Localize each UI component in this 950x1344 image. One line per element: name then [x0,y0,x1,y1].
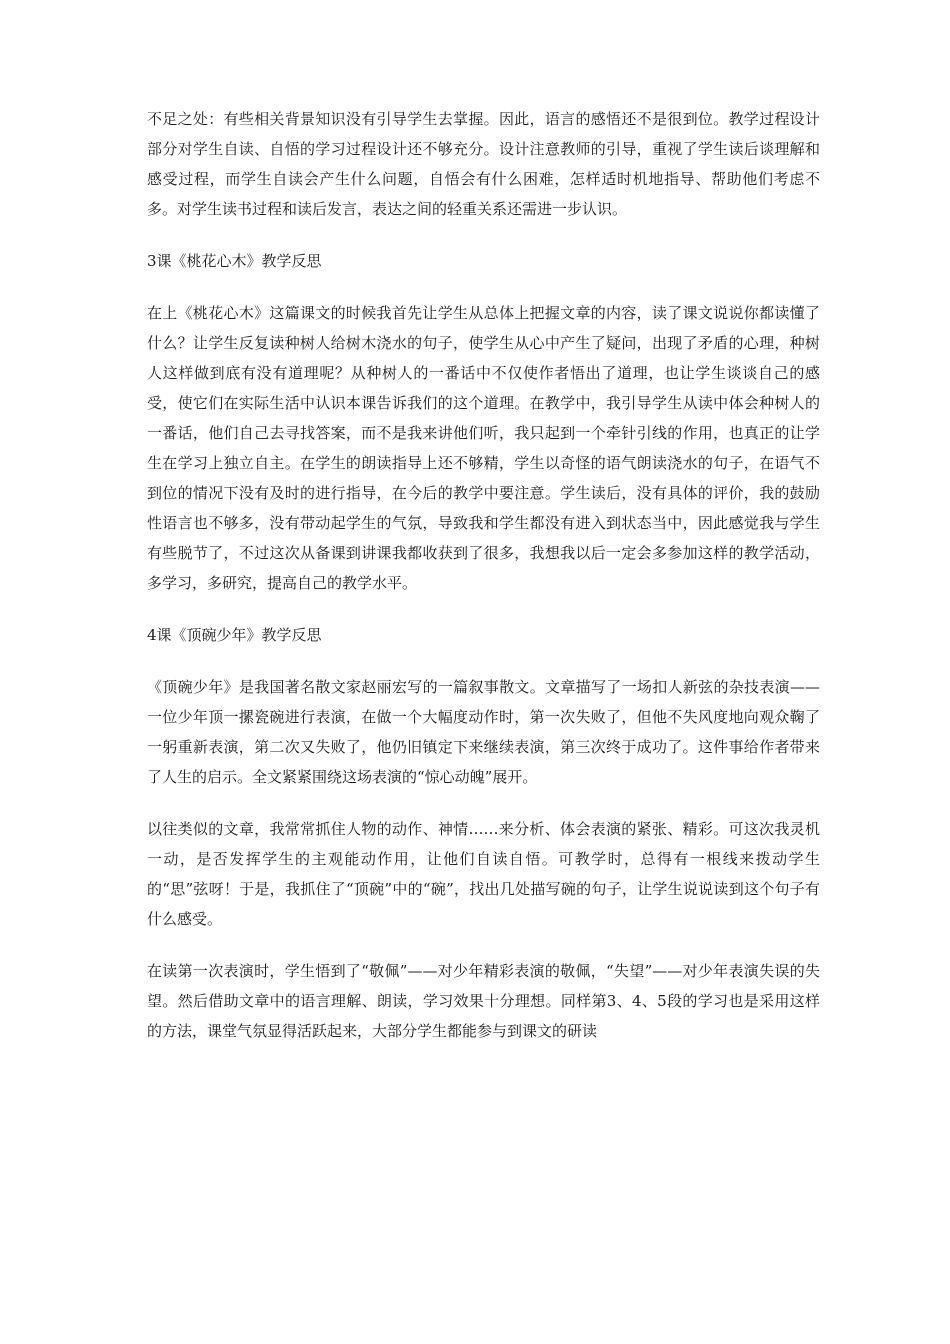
paragraph-lesson-4-intro: 《顶碗少年》是我国著名散文家赵丽宏写的一篇叙事散文。文章描写了一场扣人新弦的杂技表演——一位少年顶一摞瓷碗进行表演，在做一个大幅度动作时，第一次失败了，但他不失风度地向观众鞠了一躬重新表演，第二次又失败了，他仍旧镇定下来继续表演，第三次终于成功了。这件事给作者带来了人生的启示。全文紧紧围绕这场表演的“惊心动魄”展开。 [147,678,820,786]
section-heading-lesson-3: 3课《桃花心木》教学反思 [147,252,322,270]
paragraph-lesson-4-approach: 以往类似的文章，我常常抓住人物的动作、神情……来分析、体会表演的紧张、精彩。可这次我灵机一动，是否发挥学生的主观能动作用，让他们自读自悟。可教学时，总得有一根线来拨动学生的“思”弦呀！于是，我抓住了“顶碗”中的“碗”，找出几处描写碗的句子，让学生说说读到这个句子有什么感受。 [147,820,820,928]
paragraph-lesson-4-first-performance: 在读第一次表演时，学生悟到了“敬佩”——对少年精彩表演的敬佩，“失望”——对少年表演失误的失望。然后借助文章中的语言理解、朗读，学习效果十分理想。同样第3、4、5段的学习也是采用这样的方法，课堂气氛显得活跃起来，大部分学生都能参与到课文的研读 [147,962,820,1040]
paragraph-lesson-3-reflection: 在上《桃花心木》这篇课文的时候我首先让学生从总体上把握文章的内容，读了课文说说你都读懂了什么？让学生反复读种树人给树木浇水的句子，使学生从心中产生了疑问，出现了矛盾的心理，种树人这样做到底有没有道理呢？从种树人的一番话中不仅使作者悟出了道理，也让学生谈谈自己的感受，使它们在实际生活中认识本课告诉我们的这个道理。在教学中，我引导学生从读中体会种树人的一番话，他们自己去寻找答案，而不是我来讲他们听，我只起到一个牵针引线的作用，也真正的让学生在学习上独立自主。在学生的朗读指导上还不够精，学生以奇怪的语气朗读浇水的句子，在语气不到位的情况下没有及时的进行指导，在今后的教学中要注意。学生读后，没有具体的评价，我的鼓励性语言也不够多，没有带动起学生的气氛，导致我和学生都没有进入到状态当中，因此感觉我与学生有些脱节了，不过这次从备课到讲课我都收获到了很多，我想我以后一定会多参加这样的教学活动，多学习，多研究，提高自己的教学水平。 [147,304,820,592]
document-body [147,104,820,1068]
paragraph-shortcomings: 不足之处：有些相关背景知识没有引导学生去掌握。因此，语言的感悟还不是很到位。教学过程设计部分对学生自读、自悟的学习过程设计还不够充分。设计注意教师的引导，重视了学生读后谈理解和感受过程，而学生自读会产生什么问题，自悟会有什么困难，怎样适时机地指导、帮助他们考虑不多。对学生读书过程和读后发言，表达之间的轻重关系还需进一步认识。 [147,110,820,218]
section-heading-lesson-4: 4课《顶碗少年》教学反思 [147,626,322,644]
